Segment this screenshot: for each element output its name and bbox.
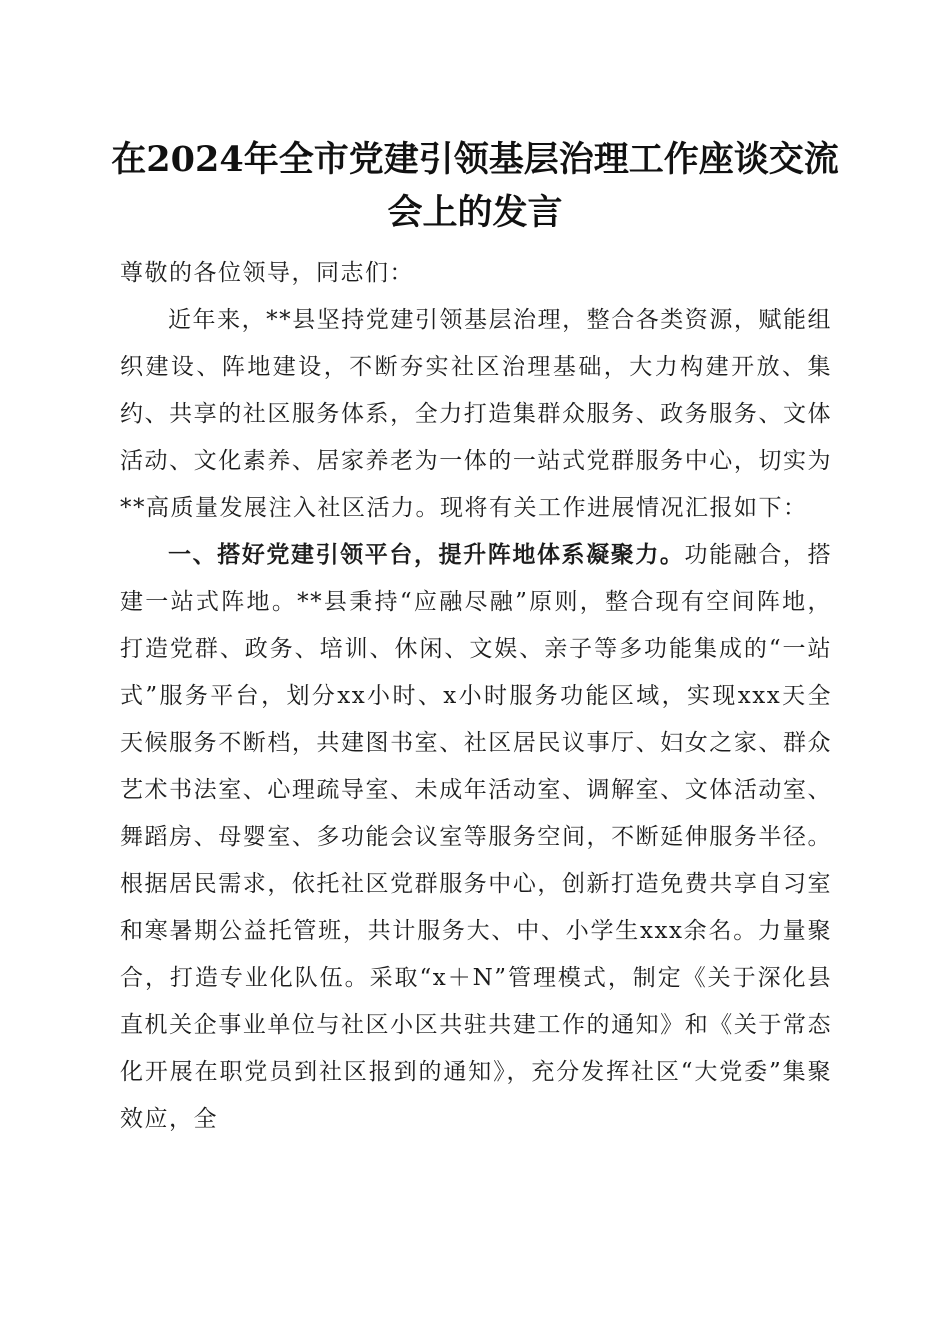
- section-one-body: 功能融合，搭建一站式阵地。**县秉持“应融尽融”原则，整合现有空间阵地，打造党群、政务、培训、休闲、文娱、亲子等多功能集成的“一站式”服务平台，划分xx小时、x小时服务功能区域，实现xxx天全天候服务不断档，共建图书室、社区居民议事厅、妇女之家、群众艺术书法室、心理疏导室、未成年活动室、调解室、文体活动室、舞蹈房、母婴室、多功能会议室等服务空间，不断延伸服务半径。根据居民需求，依托社区党群服务中心，创新打造免费共享自习室和寒暑期公益托管班，共计服务大、中、小学生xxx余名。力量聚合，打造专业化队伍。采取“x＋N”管理模式，制定《关于深化县直机关企事业单位与社区小区共驻共建工作的通知》和《关于常态化开展在职党员到社区报到的通知》，充分发挥社区“大党委”集聚效应，全: [120, 542, 833, 1132]
- intro-paragraph: 近年来，**县坚持党建引领基层治理，整合各类资源，赋能组织建设、阵地建设，不断夯实社区治理基础，大力构建开放、集约、共享的社区服务体系，全力打造集群众服务、政务服务、文体活动、文化素养、居家养老为一体的一站式党群服务中心，切实为**高质量发展注入社区活力。现将有关工作进展情况汇报如下：: [120, 307, 832, 521]
- salutation: 尊敬的各位领导，同志们：: [120, 260, 414, 286]
- document-body: [120, 250, 832, 1143]
- section-one-heading: 一、搭好党建引领平台，提升阵地体系凝聚力。: [168, 542, 685, 568]
- document-title: 在2024年全市党建引领基层治理工作座谈交流会上的发言: [111, 139, 839, 233]
- section-one-paragraph: [120, 532, 832, 1143]
